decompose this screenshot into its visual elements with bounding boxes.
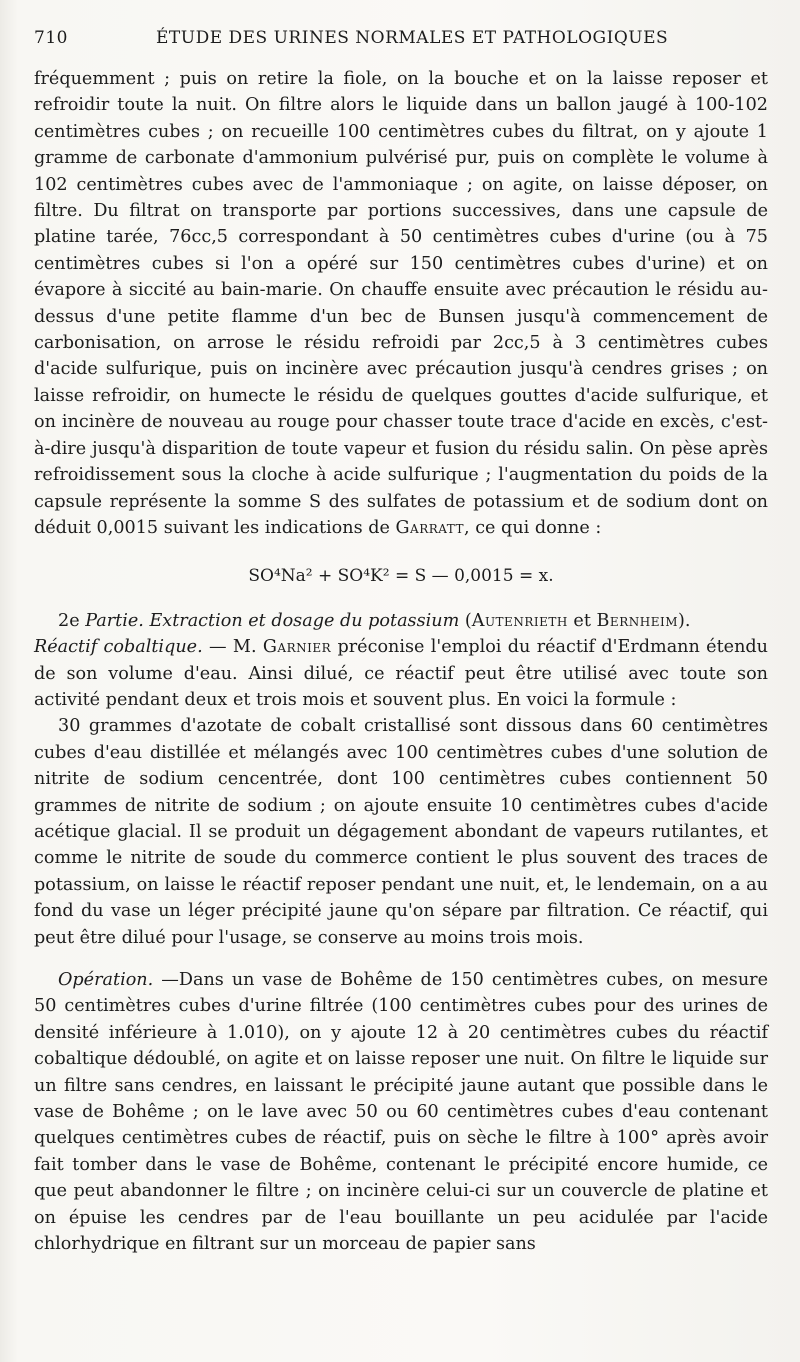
page-header bbox=[34, 28, 780, 54]
reagent-text: préconise l'emploi du réactif d'Erdmann étendu de son volume d'eau. Ainsi dilué, ce réactif peut être utilisé avec toute son activité pendant deux et trois mois et souvent plus. En voici la formule : bbox=[34, 637, 768, 710]
author-bernheim: Bernheim bbox=[596, 610, 678, 631]
paragraph-sulfate-method bbox=[34, 66, 768, 541]
part-2-title: Partie. Extraction et dosage du potassium bbox=[85, 610, 460, 631]
authors-open: ( bbox=[464, 610, 472, 631]
page-number: 710 bbox=[34, 28, 68, 48]
authors-close: ). bbox=[677, 610, 691, 631]
body-text bbox=[34, 66, 768, 1257]
authors-and: et bbox=[567, 610, 597, 631]
part-2-heading bbox=[34, 608, 768, 714]
reagent-title: Réactif cobaltique. bbox=[34, 637, 203, 658]
operation-title: Opération. bbox=[58, 970, 154, 990]
part-2-number: 2e bbox=[58, 610, 80, 631]
sulfate-formula: SO⁴Na² + SO⁴K² = S — 0,0015 = x. bbox=[248, 566, 554, 587]
running-title: ÉTUDE DES URINES NORMALES ET PATHOLOGIQUES bbox=[156, 28, 669, 48]
author-garratt: Garratt bbox=[395, 517, 465, 538]
author-autenrieth: Autenrieth bbox=[471, 610, 568, 631]
author-garnier: Garnier bbox=[262, 637, 332, 658]
reagent-dash: — M. bbox=[202, 637, 263, 658]
paragraph-spacer bbox=[34, 951, 768, 967]
paragraph-1-end: , ce qui donne : bbox=[464, 517, 602, 538]
paragraph-1-text: fréquemment ; puis on retire la fiole, on la bouche et on la laisse reposer et refroidir toute la nuit. On filtre alors le liquide dans un ballon jaugé à 100-102 centimètres cubes ; on recueille 100 centimètres cubes du filtrat, on y ajoute 1 gramme de carbonate d'ammonium pulvérisé pur, puis on complète le volume à 102 centimètres cubes avec de l'ammoniaque ; on agite, on laisse déposer, on filtre. Du filtrat on transporte par portions successives, dans une capsule de platine tarée, 76cc,5 correspondant à 50 centimètres cubes d'urine (ou à 75 centimètres cubes si l'on a opéré sur 150 centimètres cubes d'urine) et on évapore à siccité au bain-marie. On chauffe ensuite avec précaution le résidu au-dessus d'une petite flamme d'un bec de Bunsen jusqu'à commencement de carbonisation, on arrose le résidu refroidi par 2cc,5 à 3 centimètres cubes d'acide sulfurique, puis on incinère avec précaution jusqu'à cendres grises ; on laisse refroidir, on humecte le résidu de quelques gouttes d'acide sulfurique, et on incinère de nouveau au rouge pour chasser toute trace d'acide en excès, c'est-à-dire jusqu'à disparition de toute vapeur et fusion du résidu salin. On pèse après refroidissement sous la cloche à acide sulfurique ; l'augmentation du poids de la capsule représente la somme S des sulfates de potassium et de sodium dont on déduit 0,0015 suivant les indications de bbox=[34, 69, 768, 538]
paragraph-reagent-formula: 30 grammes d'azotate de cobalt cristallisé sont dissous dans 60 centimètres cubes d'eau distillée et mélangés avec 100 centimètres cubes d'une solution de nitrite de sodium cencentrée, dont 100 centimètres cubes contiennent 50 grammes de nitrite de sodium ; on ajoute ensuite 10 centimètres cubes d'acide acétique glacial. Il se produit un dégagement abondant de vapeurs rutilantes, et comme le nitrite de soude du commerce contient le plus souvent des traces de potassium, on laisse le réactif reposer pendant une nuit, et, le lendemain, on a au fond du vase un léger précipité jaune qu'on sépare par filtration. Ce réactif, qui peut être dilué pour l'usage, se conserve au moins trois mois. bbox=[34, 716, 768, 948]
operation-text: —Dans un vase de Bohême de 150 centimètres cubes, on mesure 50 centimètres cubes d'urine filtrée (100 centimètres cubes pour des urines de densité inférieure à 1.010), on y ajoute 12 à 20 centimètres cubes du réactif cobaltique dédoublé, on agite et on laisse reposer une nuit. On filtre le liquide sur un filtre sans cendres, en laissant le précipité jaune autant que possible dans le vase de Bohême ; on le lave avec 50 ou 60 centimètres cubes d'eau contenant quelques centimètres cubes de réactif, puis on sèche le filtre à 100° après avoir fait tomber dans le vase de Bohême, contenant le précipité encore humide, ce que peut abandonner le filtre ; on incinère celui-ci sur un couvercle de platine et on épuise les cendres par de l'eau bouillante un peu acidulée par l'acide chlorhydrique en filtrant sur un morceau de papier sans bbox=[34, 970, 768, 1255]
paragraph-operation bbox=[34, 967, 768, 1257]
